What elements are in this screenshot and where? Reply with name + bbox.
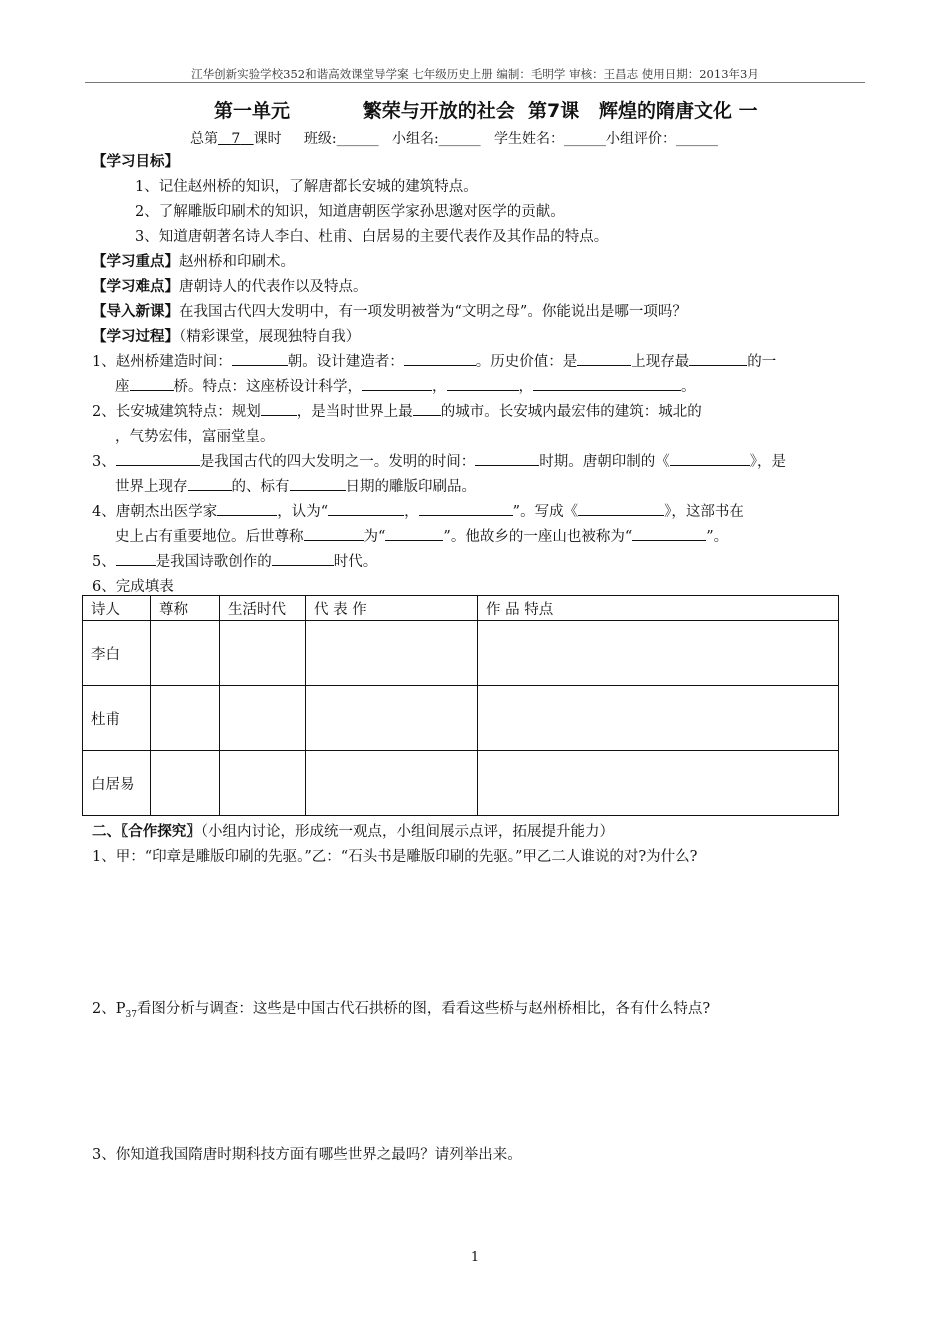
question-4-cont: 史上占有重要地位。后世尊称 为“ ”。他故乡的一座山也被称为“ ”。: [115, 525, 728, 546]
blank-field[interactable]: [232, 351, 288, 366]
blank-field[interactable]: [577, 351, 631, 366]
poet-name-cell: 李白: [83, 621, 151, 686]
blank-field[interactable]: [404, 351, 476, 366]
answer-cell[interactable]: [220, 621, 306, 686]
process-label: 【学习过程】: [92, 329, 179, 345]
part2-heading: [92, 820, 614, 841]
lesson-meta: [190, 128, 718, 148]
inquiry-question-3: 3、你知道我国隋唐时期科技方面有哪些世界之最吗？请列举出来。: [92, 1147, 522, 1163]
poet-table-header-row: [83, 596, 839, 621]
blank-field[interactable]: [447, 376, 519, 391]
page-number: 1: [470, 1250, 480, 1265]
blank-field[interactable]: [632, 526, 706, 541]
table-row: [83, 621, 839, 686]
question-4: 4、唐朝杰出医学家 ，认为“ ， ”。写成《 》，这部书在: [92, 500, 744, 521]
intro-text: 在我国古代四大发明中，有一项发明被誉为“文明之母”。你能说出是哪一项吗？: [179, 304, 687, 320]
answer-cell[interactable]: [151, 686, 220, 751]
question-5: 5、 是我国诗歌创作的 时代。: [92, 550, 377, 571]
difficulty: [92, 275, 368, 296]
blank-field[interactable]: [670, 451, 750, 466]
answer-cell[interactable]: [306, 621, 478, 686]
answer-cell[interactable]: [220, 686, 306, 751]
header-cell-works: 代 表 作: [306, 596, 478, 621]
part2-text: （小组内讨论，形成统一观点，小组间展示点评，拓展提升能力）: [200, 824, 614, 840]
objective-3: 3、知道唐朝著名诗人李白、杜甫、白居易的主要代表作及其作品的特点。: [135, 229, 609, 245]
header-cell-poet: 诗人: [83, 596, 151, 621]
answer-cell[interactable]: [478, 686, 839, 751]
meta-rest: 课时 班级:______ 小组名:______ 学生姓名：______小组评价：______: [253, 131, 719, 147]
key-point-text: 赵州桥和印刷术。: [179, 254, 295, 270]
question-1-cont: 座 桥。特点：这座桥设计科学， ， ， 。: [115, 375, 696, 396]
page-header: 江华创新实验学校352和谐高效课堂导学案 七年级历史上册 编制：毛明学 审核：王昌志 使用日期：2013年3月: [191, 67, 759, 81]
table-row: [83, 751, 839, 816]
answer-cell[interactable]: [306, 751, 478, 816]
key-point: [92, 250, 295, 271]
blank-field[interactable]: [413, 401, 441, 416]
blank-field[interactable]: [272, 551, 334, 566]
meta-total-prefix: 总第: [190, 131, 218, 147]
part2-prefix: 二、: [92, 824, 121, 840]
blank-field[interactable]: [533, 376, 681, 391]
blank-field[interactable]: [116, 551, 156, 566]
blank-field[interactable]: [328, 501, 404, 516]
objective-2: 2、了解雕版印刷术的知识，知道唐朝医学家孙思邈对医学的贡献。: [135, 204, 565, 220]
lesson-title: 第一单元 繁荣与开放的社会 第7课 辉煌的隋唐文化 一: [214, 100, 758, 122]
intro-label: 【导入新课】: [92, 304, 179, 320]
blank-field[interactable]: [578, 501, 664, 516]
blank-field[interactable]: [290, 476, 346, 491]
process: [92, 325, 360, 346]
blank-field[interactable]: [116, 451, 200, 466]
objectives-heading: 【学习目标】: [92, 154, 179, 170]
question-1: 1、赵州桥建造时间： 朝。设计建造者： 。历史价值：是 上现存最 的一: [92, 350, 776, 371]
intro: [92, 300, 687, 321]
blank-field[interactable]: [304, 526, 364, 541]
blank-field[interactable]: [217, 501, 277, 516]
answer-cell[interactable]: [151, 751, 220, 816]
difficulty-label: 【学习难点】: [92, 279, 179, 295]
header-cell-features: 作 品 特点: [478, 596, 839, 621]
header-divider: [85, 82, 865, 83]
answer-cell[interactable]: [478, 751, 839, 816]
blank-field[interactable]: [188, 476, 232, 491]
question-6: 6、完成填表: [92, 579, 174, 595]
blank-field[interactable]: [362, 376, 432, 391]
blank-field[interactable]: [689, 351, 747, 366]
answer-cell[interactable]: [220, 751, 306, 816]
blank-field[interactable]: [385, 526, 443, 541]
table-row: [83, 686, 839, 751]
objective-1: 1、记住赵州桥的知识，了解唐都长安城的建筑特点。: [135, 179, 478, 195]
inquiry-question-1: 1、甲：“印章是雕版印刷的先驱。”乙：“石头书是雕版印刷的先驱。”甲乙二人谁说的对?为什么?: [92, 849, 698, 865]
blank-field[interactable]: [475, 451, 539, 466]
answer-cell[interactable]: [306, 686, 478, 751]
blank-field[interactable]: [261, 401, 297, 416]
blank-field[interactable]: [130, 376, 174, 391]
inquiry-question-2: 2、$P_{37}$看图分析与调查：这些是中国古代石拱桥的图，看看这些桥与赵州桥相比，各有什么特点?: [92, 1001, 711, 1020]
answer-cell[interactable]: [151, 621, 220, 686]
part2-label: 〖合作探究〗: [121, 824, 201, 840]
process-text: （精彩课堂，展现独特自我）: [179, 329, 361, 345]
poet-name-cell: 白居易: [83, 751, 151, 816]
question-3-cont: 世界上现存 的、标有 日期的雕版印刷品。: [115, 475, 476, 496]
key-point-label: 【学习重点】: [92, 254, 179, 270]
poet-name-cell: 杜甫: [83, 686, 151, 751]
question-2: 2、长安城建筑特点：规划 ，是当时世界上最 的城市。长安城内最宏伟的建筑：城北的: [92, 400, 702, 421]
answer-cell[interactable]: [478, 621, 839, 686]
header-cell-title: 尊称: [151, 596, 220, 621]
question-3: 3、 是我国古代的四大发明之一。发明的时间： 时期。唐朝印制的《 》，是: [92, 450, 786, 471]
blank-field[interactable]: [419, 501, 513, 516]
difficulty-text: 唐朝诗人的代表作以及特点。: [179, 279, 368, 295]
question-2-cont: ，气势宏伟，富丽堂皇。: [115, 429, 275, 445]
header-cell-era: 生活时代: [220, 596, 306, 621]
poet-table: [82, 595, 839, 816]
meta-lesson-no: 7: [231, 131, 241, 147]
